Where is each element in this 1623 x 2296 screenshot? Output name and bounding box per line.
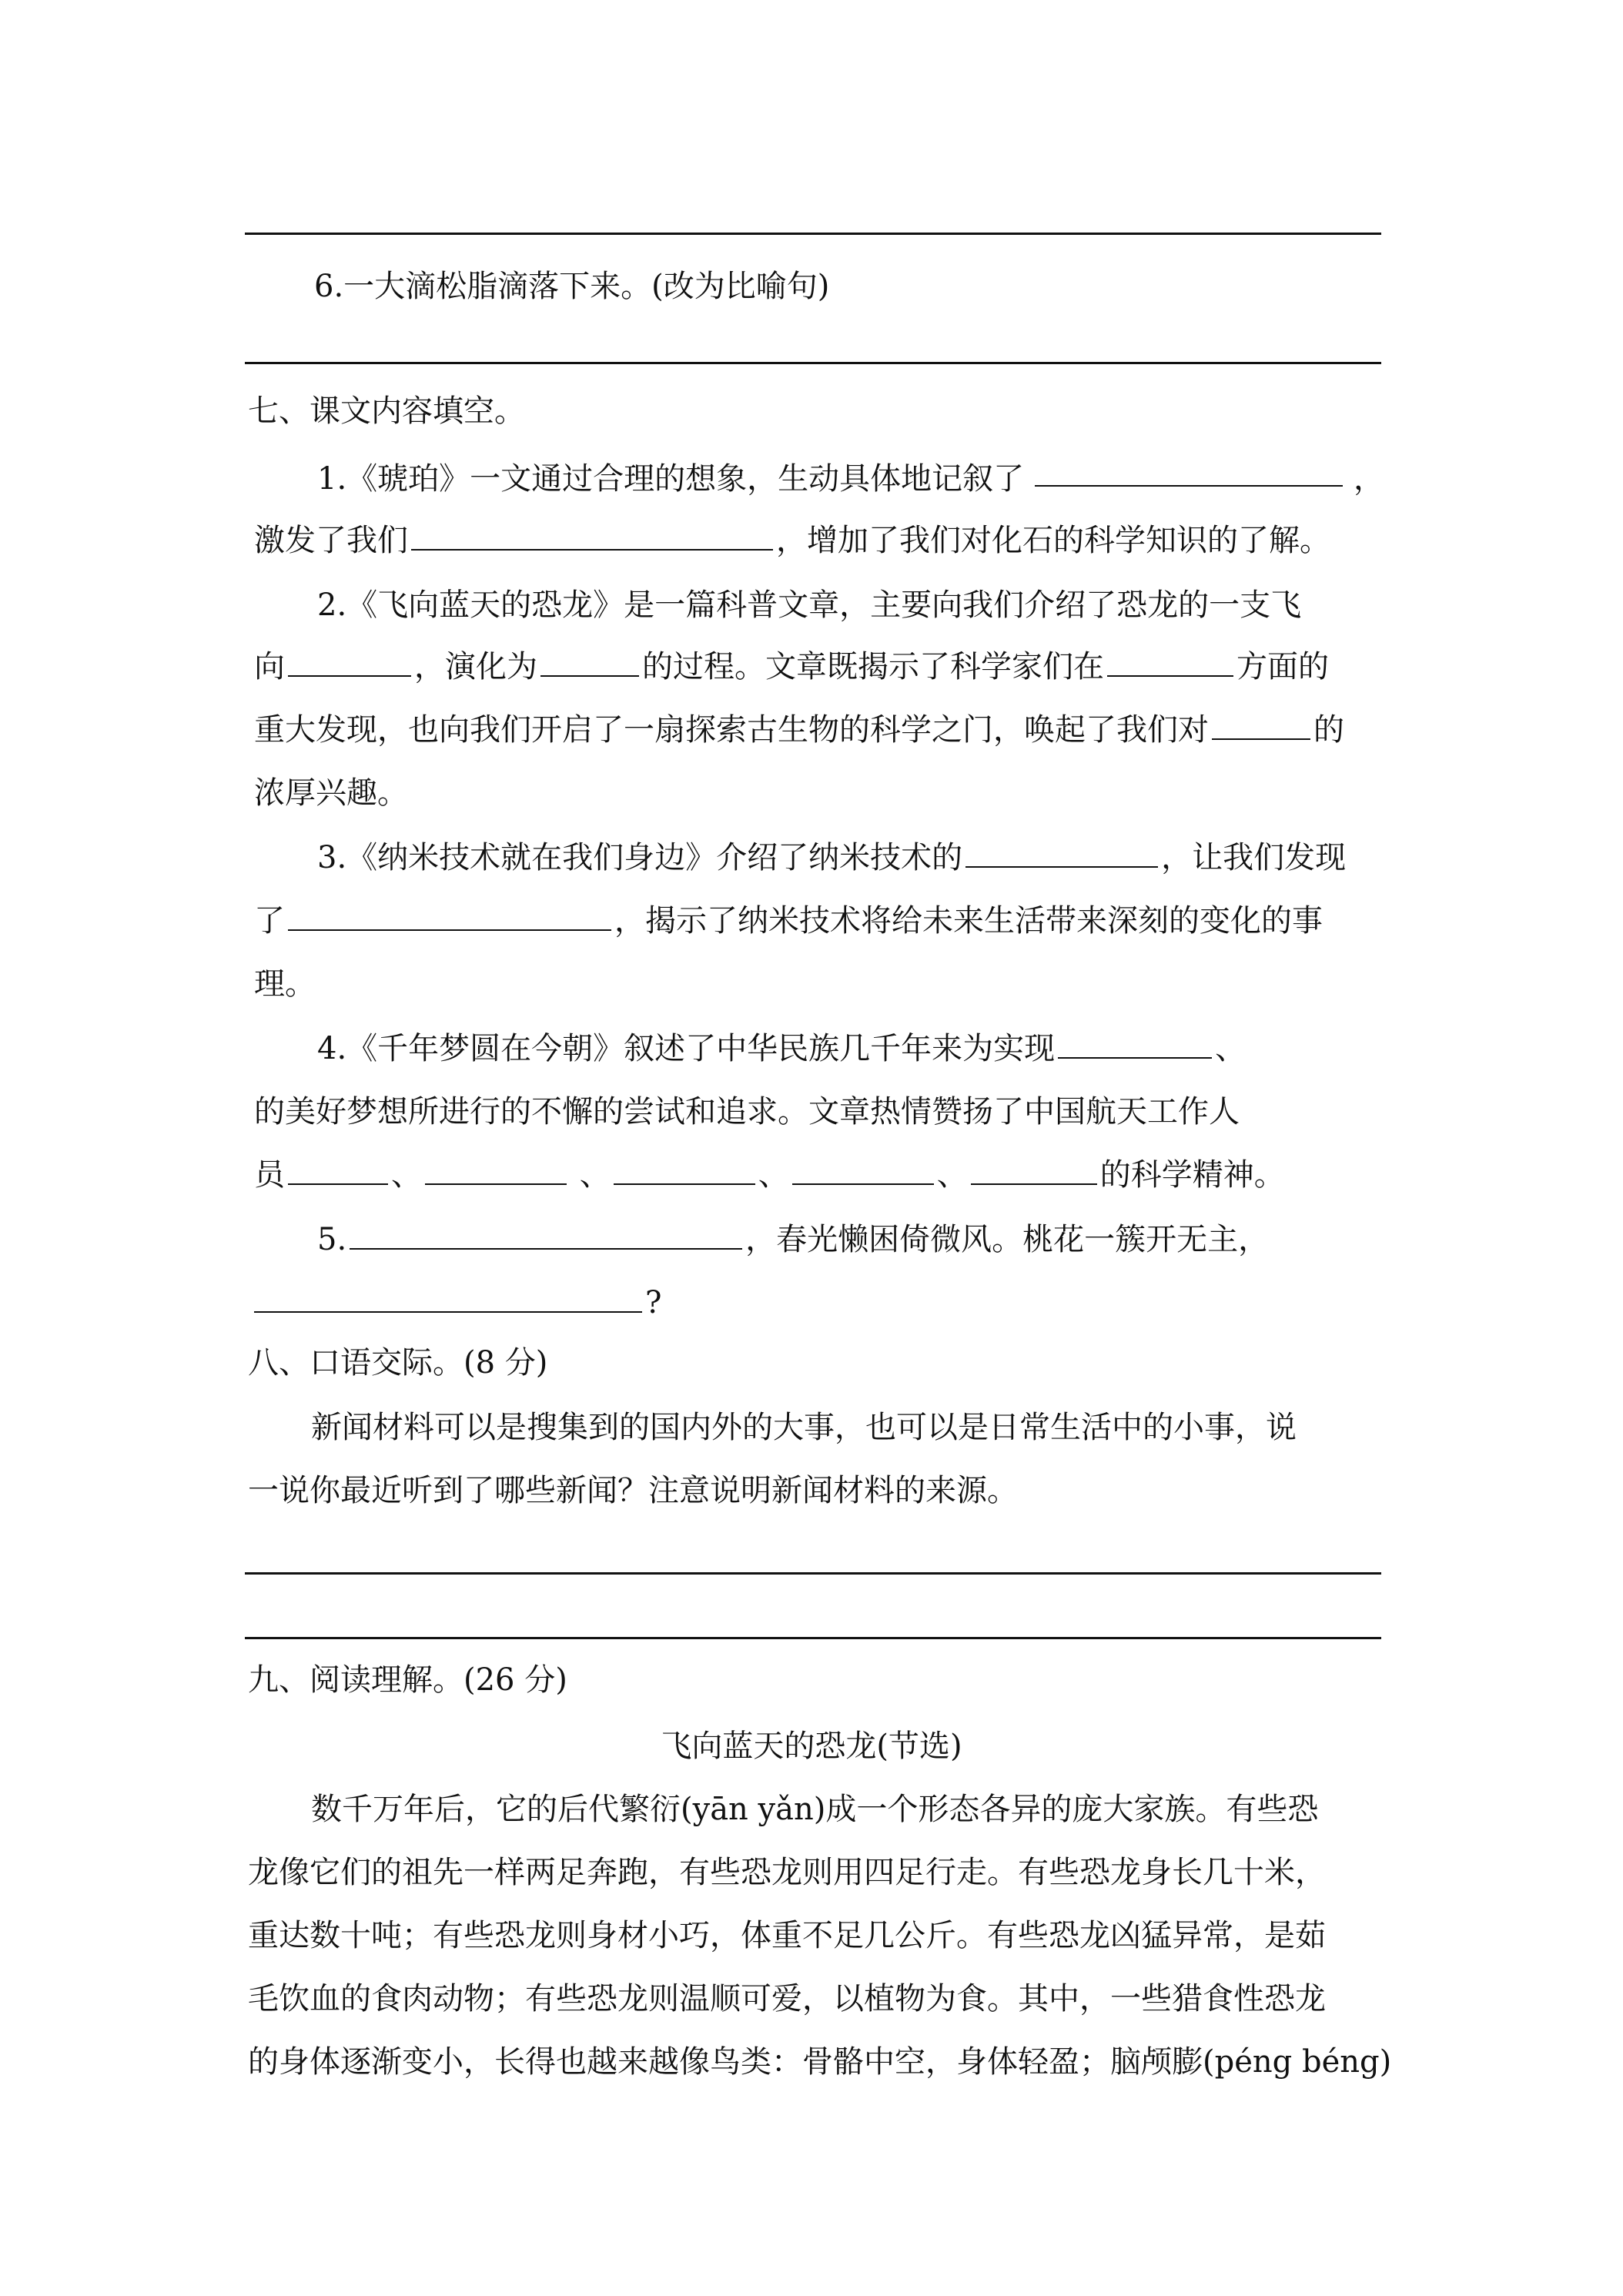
- item-7-4-text-a1: 4.《千年梦圆在今朝》叙述了中华民族几千年来为实现: [317, 1031, 1056, 1066]
- item-7-3-text-b1: 了: [254, 903, 285, 939]
- item-7-3-line1: [317, 836, 1346, 879]
- item-7-3-text-b2: ，揭示了纳米技术将给未来生活带来深刻的变化的事: [614, 903, 1323, 939]
- section-9-heading: 九、阅读理解。(26 分): [248, 1662, 567, 1698]
- item-7-2-text-c1: 重大发现，也向我们开启了一扇探索古生物的科学之门，唤起了我们对: [254, 712, 1209, 748]
- item-7-3-line3: [254, 962, 316, 1006]
- passage-title: 飞向蓝天的恐龙(节选): [661, 1729, 962, 1764]
- separator: 、: [758, 1157, 789, 1193]
- item-7-2-line3: [254, 708, 1344, 751]
- item-7-4-text-c1: 员: [254, 1157, 285, 1193]
- item-7-4-text-a2: 、: [1215, 1031, 1247, 1066]
- item-7-1-text-b: ，: [1353, 461, 1384, 497]
- answer-line: [245, 362, 1381, 364]
- fill-blank[interactable]: [965, 838, 1158, 868]
- item-7-4-line1: [317, 1027, 1246, 1070]
- fill-blank[interactable]: [411, 521, 773, 551]
- fill-blank[interactable]: [792, 1156, 934, 1185]
- section-8-paragraph-line2: 一说你最近听到了哪些新闻？注意说明新闻材料的来源。: [248, 1473, 1018, 1508]
- question-6-text: 6.一大滴松脂滴落下来。(改为比喻句): [314, 269, 830, 304]
- item-7-4-text-c-end: 的科学精神。: [1099, 1157, 1285, 1193]
- item-7-2-text-b2: ，演化为: [414, 649, 537, 684]
- item-7-5-text-b: ?: [645, 1285, 662, 1320]
- item-7-5-line1: [317, 1218, 1269, 1261]
- passage-line: 数千万年后，它的后代繁衍(yān yǎn)成一个形态各异的庞大家族。有些恐: [311, 1792, 1319, 1827]
- section-8-heading: 八、口语交际。(8 分): [248, 1345, 548, 1381]
- fill-blank[interactable]: [540, 648, 639, 677]
- passage-line: 重达数十吨；有些恐龙则身材小巧，体重不足几公斤。有些恐龙凶猛异常，是茹: [248, 1918, 1326, 1953]
- separator: 、: [579, 1157, 611, 1193]
- item-7-5-text-a1: 5.: [317, 1222, 347, 1257]
- fill-blank[interactable]: [425, 1156, 567, 1185]
- fill-blank[interactable]: [1035, 457, 1343, 487]
- item-7-4-line2: [254, 1090, 1240, 1133]
- passage-line: 的身体逐渐变小，长得也越来越像鸟类：骨骼中空，身体轻盈；脑颅膨(péng béng): [248, 2044, 1392, 2080]
- answer-line: [245, 1637, 1381, 1639]
- answer-line: [245, 1572, 1381, 1575]
- fill-blank[interactable]: [288, 648, 411, 677]
- item-7-2-text-b1: 向: [254, 649, 285, 684]
- fill-blank[interactable]: [288, 902, 611, 931]
- item-7-3-line2: [254, 899, 1323, 942]
- item-7-1-text-d: ，增加了我们对化石的科学知识的了解。: [776, 523, 1330, 558]
- item-7-2-text-c2: 的: [1313, 712, 1344, 748]
- separator: 、: [391, 1157, 422, 1193]
- item-7-5-text-a2: ，春光懒困倚微风。桃花一簇开无主，: [745, 1222, 1270, 1257]
- item-7-1-line1: [317, 457, 1384, 500]
- passage-line: 毛饮血的食肉动物；有些恐龙则温顺可爱，以植物为食。其中，一些猎食性恐龙: [248, 1981, 1326, 2017]
- section-7-heading: 七、课文内容填空。: [248, 393, 525, 429]
- separator: 、: [936, 1157, 968, 1193]
- section-8-paragraph-line1: 新闻材料可以是搜集到的国内外的大事，也可以是日常生活中的小事，说: [311, 1410, 1297, 1445]
- question-6: [314, 265, 829, 308]
- item-7-2-line1: [317, 584, 1301, 627]
- fill-blank[interactable]: [614, 1156, 755, 1185]
- item-7-1-line2: [254, 519, 1330, 562]
- item-7-2-line4: [254, 771, 408, 815]
- fill-blank[interactable]: [288, 1156, 388, 1185]
- item-7-4-text-b: 的美好梦想所进行的不懈的尝试和追求。文章热情赞扬了中国航天工作人: [254, 1094, 1240, 1130]
- item-7-3-text-a2: ，让我们发现: [1161, 840, 1347, 875]
- item-7-2-text-b3: 的过程。文章既揭示了科学家们在: [642, 649, 1104, 684]
- fill-blank[interactable]: [1212, 711, 1310, 740]
- item-7-2-line2: [254, 645, 1329, 688]
- fill-blank[interactable]: [254, 1284, 642, 1313]
- fill-blank[interactable]: [1107, 648, 1233, 677]
- item-7-2-text-d: 浓厚兴趣。: [254, 775, 408, 811]
- item-7-1-text-a: 1.《琥珀》一文通过合理的想象，生动具体地记叙了: [317, 461, 1025, 497]
- item-7-3-text-a1: 3.《纳米技术就在我们身边》介绍了纳米技术的: [317, 840, 963, 875]
- fill-blank[interactable]: [1058, 1029, 1212, 1059]
- item-7-4-line3: [254, 1153, 1285, 1197]
- answer-line: [245, 233, 1381, 235]
- item-7-2-text-b4: 方面的: [1236, 649, 1329, 684]
- fill-blank[interactable]: [350, 1220, 742, 1250]
- item-7-2-text-a: 2.《飞向蓝天的恐龙》是一篇科普文章，主要向我们介绍了恐龙的一支飞: [317, 587, 1302, 623]
- item-7-3-text-c: 理。: [254, 966, 316, 1002]
- item-7-1-text-c: 激发了我们: [254, 523, 408, 558]
- fill-blank[interactable]: [971, 1156, 1097, 1185]
- item-7-5-line2: [254, 1281, 661, 1324]
- passage-line: 龙像它们的祖先一样两足奔跑，有些恐龙则用四足行走。有些恐龙身长几十米，: [248, 1855, 1326, 1890]
